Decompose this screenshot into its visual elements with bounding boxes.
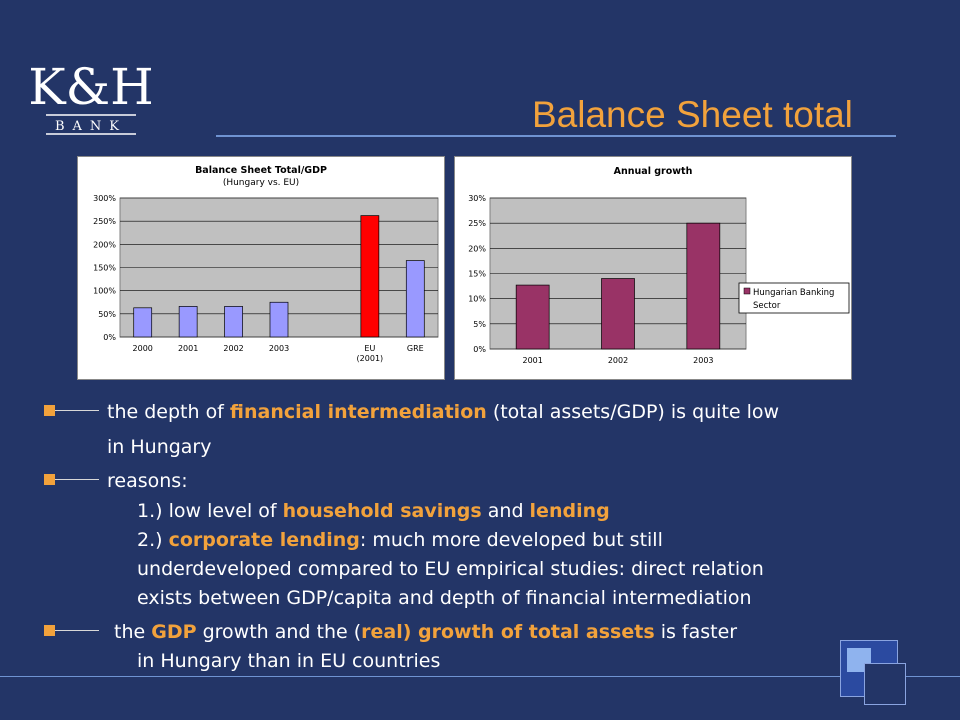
bullet-connector-3 xyxy=(55,630,99,631)
reason-2-line-1: 2.) corporate lending: much more developed but still xyxy=(137,529,663,551)
c1-xtick-label: 2001 xyxy=(177,344,199,353)
slide-title: Balance Sheet total xyxy=(532,94,853,135)
c1-xtick-label: 2000 xyxy=(132,344,153,353)
footer-rule xyxy=(0,676,960,677)
bullet-marker-2 xyxy=(44,474,55,485)
c2-ytick-label: 5% xyxy=(473,319,486,329)
bullet-marker-1 xyxy=(44,405,55,416)
c1-xtick-label: GRE xyxy=(406,344,424,353)
c1-xtick-label: 2003 xyxy=(268,344,290,353)
c1-xtick-label: (2001) xyxy=(356,354,384,363)
c1-ytick-label: 50% xyxy=(98,309,116,319)
chart2-title: Annual growth xyxy=(613,166,693,177)
bullet-connector-2 xyxy=(55,479,99,480)
c2-ytick-label: 15% xyxy=(468,269,486,279)
c1-ytick-label: 250% xyxy=(93,217,116,227)
c2-ytick-label: 20% xyxy=(468,244,486,254)
c1-xtick-label: EU xyxy=(364,344,376,353)
bullet-1-line-2: in Hungary xyxy=(107,436,212,458)
reason-1: 1.) low level of household savings and lending xyxy=(137,500,610,522)
bullet-connector-1 xyxy=(55,410,99,411)
bullet-1-line-1: the depth of financial intermediation (total assets/GDP) is quite low xyxy=(107,401,780,423)
c2-ytick-label: 10% xyxy=(468,294,486,304)
c2-xtick-label: 2002 xyxy=(607,356,629,365)
reason-2-line-3: exists between GDP/capita and depth of financial intermediation xyxy=(137,587,752,609)
decorative-square-outline xyxy=(864,663,906,705)
c1-ytick-label: 150% xyxy=(93,263,116,273)
c2-ytick-label: 30% xyxy=(468,194,486,203)
c2-xtick-label: 2003 xyxy=(693,356,714,365)
chart1-subtitle: (Hungary vs. EU) xyxy=(222,178,300,188)
bullet-marker-3 xyxy=(44,625,55,636)
c1-ytick-label: 0% xyxy=(103,333,116,342)
legend-label-line1: Hungarian Banking xyxy=(753,288,835,298)
reason-2-line-2: underdeveloped compared to EU empirical studies: direct relation xyxy=(137,558,764,580)
c1-ytick-label: 200% xyxy=(93,240,116,250)
bullet-2-lead: reasons: xyxy=(107,470,188,492)
logo-bank-text: BANK xyxy=(54,119,128,134)
bullet-3-line-2: in Hungary than in EU countries xyxy=(137,650,441,672)
chart1-title: Balance Sheet Total/GDP xyxy=(195,165,327,176)
c2-ytick-label: 25% xyxy=(468,219,486,229)
c1-xtick-label: 2002 xyxy=(223,344,244,353)
c1-ytick-label: 300% xyxy=(93,194,116,203)
logo-monogram: K&H xyxy=(28,58,154,116)
c2-xtick-label: 2001 xyxy=(522,356,543,365)
legend-label-line2: Sector xyxy=(753,301,781,311)
bullet-3-line-1: the GDP growth and the (real) growth of total assets is faster xyxy=(114,621,738,643)
c2-ytick-label: 0% xyxy=(473,345,486,354)
c1-ytick-label: 100% xyxy=(93,286,116,296)
